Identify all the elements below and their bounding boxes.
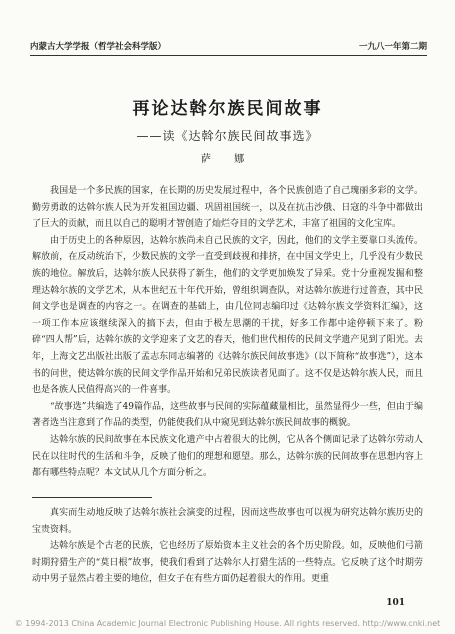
paragraph: 由于历史上的各种原因，达斡尔族尚未自己民族的文字，因此，他们的文学主要靠口头流传。解放前，在反动统治下，少数民族的文学一直受到歧视和排挤，在中国文学史上，几乎没有少数民族的地位。解放后，达斡尔族人民获得了新生，他们的文学更加焕发了异采。党十分重视发掘和整理达斡尔族的文学艺术，从本世纪五十年代开始，曾组织调查队，对达斡尔族进行过普查，其中民间文学也是调查的内容之一。在调查的基础上，由几位同志编印过《达斡尔族文学资料汇编》，这一项工作本应该继续深入的搞下去，但由于极左思潮的干扰，好多工作都中途停顿下来了。粉碎“四人帮”后，达斡尔族的文学迎来了文艺的春天，他们世代相传的民间文学遗产见到了阳光。去年，上海文艺出版社出版了孟志东同志编著的《达斡尔族民间故事选》（以下简称“故事选”），这本书的问世，使达斡尔族的民间文学作品开始和兄弟民族读者见面了。这不仅是达斡尔族人民，而且也是各族人民值得高兴的一件喜事。 [32,235,423,396]
paragraph: 我国是一个多民族的国家，在长期的历史发展过程中，各个民族创造了自己瑰丽多彩的文学。勤劳勇敢的达斡尔族人民为开发祖国边疆、巩固祖国统一，以及在抗击沙俄、日寇的斗争中都做出了巨大的贡献，而且以自己的聪明才智创造了灿烂夺目的文学艺术，丰富了祖国的文化宝库。 [32,186,423,230]
article-author: 萨 娜 [200,154,255,165]
paragraph: “故事选”共编选了49篇作品，这些故事与民间的实际蕴藏量相比，虽然显得少一些，但由于编著者选当注意到了作品的类型，仍能使我们从中窥见到达斡尔族民间故事的概貌。 [32,401,423,429]
page-number: 101 [386,598,405,608]
paragraph: 达斡尔族的民间故事在本民族文化遗产中占着很大的比例，它从各个侧面记录了达斡尔劳动人民在以往时代的生活和斗争，反映了他们的理想和愿望。那么，达斡尔族的民间故事在思想内容上都有哪些特点呢？本文试从几个方面分析之。 [32,434,423,479]
copyright-footer: © 1994-2013 China Academic Journal Electronic Publishing House. All rights reserved. http://www.cnki.net [14,619,441,628]
article-subtitle: ——读《达斡尔族民间故事选》 [136,129,319,143]
running-header [30,40,427,56]
section-divider [32,497,152,498]
paragraph: 真实而生动地反映了达斡尔族社会演变的过程，因而这些故事也可以视为研究达斡尔族历史的宝贵资料。 [32,508,423,535]
journal-name: 内蒙古大学学报（哲学社会科学版） [30,42,167,52]
paragraph: 达斡尔族是个古老的民族，它也经历了原始资本主义社会的各个历史阶段。如，反映他们弓箭时期狩猎生产的“莫日根”故事，使我们看到了达斡尔人打猎生活的一些特点。它反映了这个时期劳动中男子显然占着主要的地位，但女子在有些方面仍起着很大的作用。更重 [32,541,423,585]
issue-label: 一九八一年第二期 [358,42,427,52]
article-title: 再论达斡尔族民间故事 [132,99,323,119]
article-body [32,183,423,482]
continued-body [32,505,423,588]
